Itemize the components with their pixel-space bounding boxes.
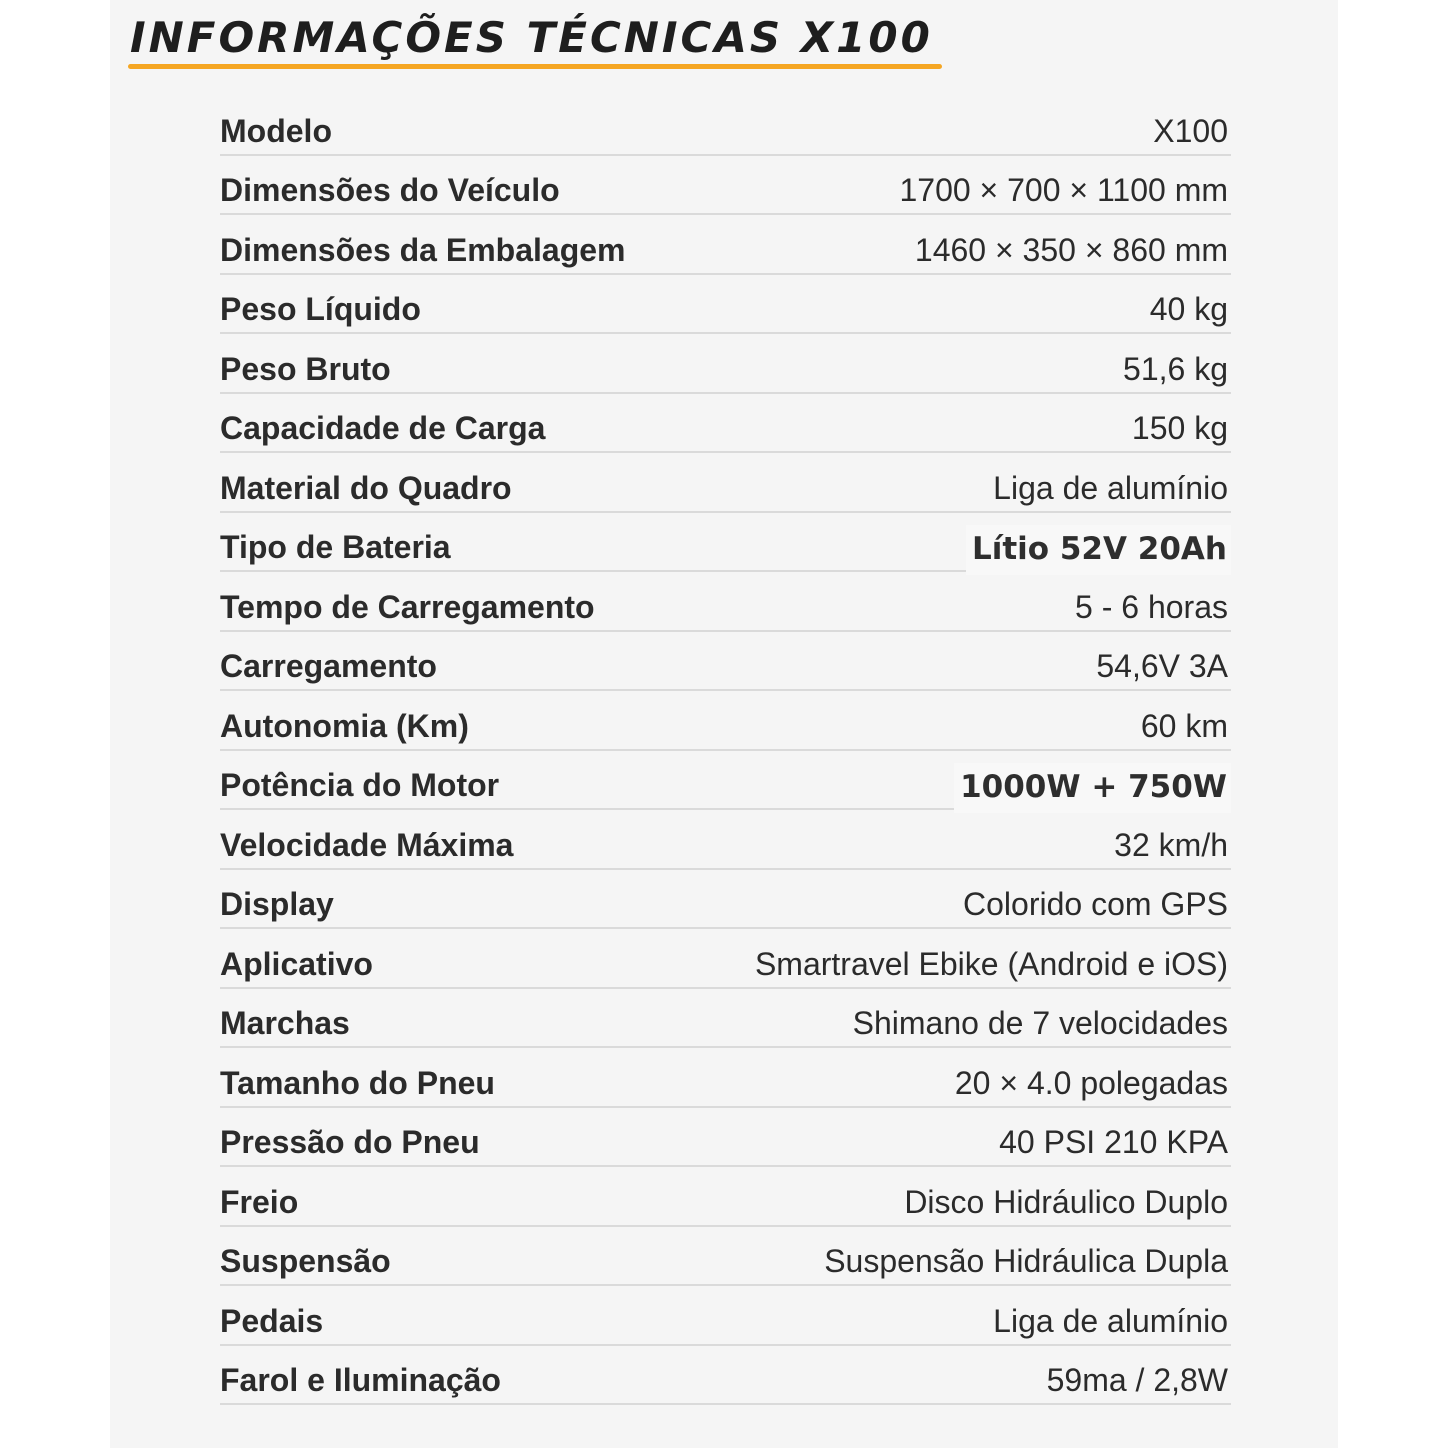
spec-table (220, 96, 1231, 1405)
spec-row-potencia-motor (220, 751, 1231, 811)
spec-value: Smartravel Ebike (Android e iOS) (754, 945, 1228, 982)
spec-label: Tamanho do Pneu (220, 1064, 495, 1101)
spec-value: 51,6 kg (1123, 350, 1228, 387)
spec-label: Farol e Iluminação (220, 1362, 501, 1398)
spec-value: Suspensão Hidráulica Dupla (824, 1243, 1228, 1279)
spec-label: Peso Bruto (220, 350, 391, 387)
spec-label: Display (220, 886, 334, 922)
spec-label: Velocidade Máxima (220, 826, 514, 863)
spec-value: 20 × 4.0 polegadas (954, 1064, 1228, 1101)
spec-row-tempo-carregamento (220, 572, 1231, 632)
spec-row-autonomia (220, 691, 1231, 751)
spec-label: Pedais (220, 1302, 324, 1339)
spec-row-dimensoes-veiculo (220, 156, 1231, 216)
spec-label: Dimensões do Veículo (220, 172, 560, 208)
page-title: INFORMAÇÕES TÉCNICAS X100 (130, 13, 933, 62)
spec-label: Freio (220, 1183, 299, 1220)
spec-label: Modelo (220, 112, 332, 149)
spec-value: Colorido com GPS (963, 886, 1228, 922)
spec-value-overlay: Lítio 52V 20Ah (966, 525, 1231, 575)
spec-label: Autonomia (Km) (220, 707, 469, 744)
spec-value: 1460 × 350 × 860 mm (914, 231, 1228, 268)
spec-value: 40 kg (1149, 291, 1228, 327)
spec-row-suspensao (220, 1227, 1231, 1287)
spec-row-pressao-pneu (220, 1108, 1231, 1168)
spec-row-display (220, 870, 1231, 930)
spec-value: 1700 × 700 × 1100 mm (899, 172, 1228, 208)
spec-row-pedais (220, 1286, 1231, 1346)
spec-label: Capacidade de Carga (220, 410, 546, 446)
spec-row-dimensoes-embalagem (220, 215, 1231, 275)
spec-label: Peso Líquido (220, 291, 421, 327)
spec-row-marchas (220, 989, 1231, 1049)
spec-value: 54,6V 3A (1096, 648, 1228, 684)
spec-value: 5 - 6 horas (1075, 588, 1228, 625)
spec-row-material-quadro (220, 453, 1231, 513)
spec-value: Liga de alumínio (993, 1302, 1228, 1339)
spec-value: Disco Hidráulico Duplo (904, 1183, 1228, 1220)
spec-label: Suspensão (220, 1243, 391, 1279)
spec-row-capacidade-carga (220, 394, 1231, 454)
spec-label: Marchas (220, 1005, 350, 1041)
spec-row-peso-liquido (220, 275, 1231, 335)
spec-value: X100 (1153, 112, 1228, 149)
spec-label: Dimensões da Embalagem (220, 231, 626, 268)
spec-label: Pressão do Pneu (220, 1124, 480, 1160)
spec-row-velocidade-maxima (220, 810, 1231, 870)
spec-value: 32 km/h (1114, 826, 1228, 863)
spec-value: 40 PSI 210 KPA (999, 1124, 1228, 1160)
spec-row-carregamento (220, 632, 1231, 692)
spec-value: 150 kg (1131, 410, 1228, 446)
spec-value: 60 km (1140, 707, 1228, 744)
spec-label: Potência do Motor (220, 767, 500, 803)
spec-row-modelo (220, 96, 1231, 156)
spec-value: Shimano de 7 velocidades (852, 1005, 1228, 1041)
spec-row-freio (220, 1167, 1231, 1227)
spec-value: 59ma / 2,8W (1046, 1362, 1228, 1398)
spec-label: Aplicativo (220, 945, 373, 982)
spec-row-farol-iluminacao (220, 1346, 1231, 1406)
spec-label: Tempo de Carregamento (220, 588, 595, 625)
spec-value-overlay: 1000W + 750W (954, 763, 1231, 813)
spec-value: Liga de alumínio (993, 469, 1228, 506)
spec-label: Material do Quadro (220, 469, 512, 506)
spec-label: Tipo de Bateria (220, 529, 451, 565)
spec-row-tamanho-pneu (220, 1048, 1231, 1108)
spec-label: Carregamento (220, 648, 437, 684)
spec-row-tipo-bateria (220, 513, 1231, 573)
spec-row-peso-bruto (220, 334, 1231, 394)
title-underline (128, 64, 942, 69)
spec-row-aplicativo (220, 929, 1231, 989)
